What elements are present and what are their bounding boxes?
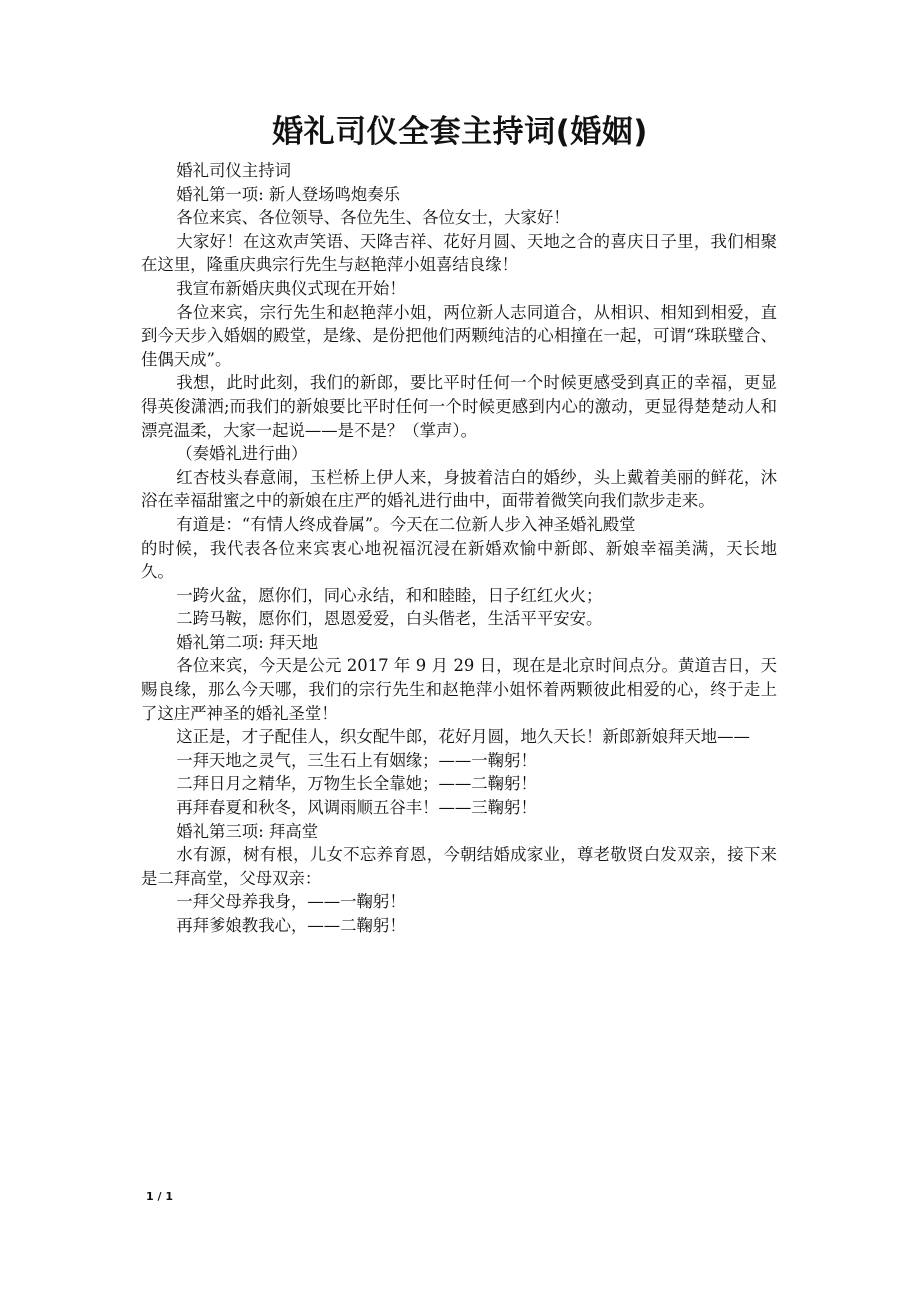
paragraph: （奏婚礼进行曲） <box>176 444 308 464</box>
paragraph: 我宣布新婚庆典仪式现在开始！ <box>176 278 406 298</box>
paragraph: 各位来宾，宗行先生和赵艳萍小姐，两位新人志同道合，从相识、相知到相爱，直到今天步入婚姻的殿堂，是缘、是份把他们两颗纯洁的心相撞在一起，可谓“珠联璧合、佳偶天成”。 <box>141 302 777 369</box>
document-body <box>141 159 777 938</box>
paragraph: 一跨火盆，愿你们，同心永结，和和睦睦，日子红红火火； <box>176 585 603 605</box>
paragraph: 水有源，树有根，儿女不忘养育恩，今朝结婚成家业，尊老敬贤白发双亲，接下来是二拜高堂，父母双亲： <box>141 845 777 888</box>
paragraph: 我想，此时此刻，我们的新郎，要比平时任何一个时候更感受到真正的幸福，更显得英俊潇洒;而我们的新娘要比平时任何一个时候更感到内心的激动，更显得楚楚动人和漂亮温柔，大家一起说——是不是？（掌声）。 <box>141 373 777 440</box>
paragraph: 各位来宾、各位领导、各位先生、各位女士，大家好！ <box>176 208 570 228</box>
paragraph: 的时候，我代表各位来宾衷心地祝福沉浸在新婚欢愉中新郎、新娘幸福美满，天长地久。 <box>141 538 777 582</box>
paragraph: 婚礼司仪主持词 <box>176 161 291 180</box>
paragraph: 红杏枝头春意闹，玉栏桥上伊人来，身披着洁白的婚纱，头上戴着美丽的鲜花，沐浴在幸福甜蜜之中的新娘在庄严的婚礼进行曲中，面带着微笑向我们款步走来。 <box>141 467 777 511</box>
paragraph: 二跨马鞍，愿你们，恩恩爱爱，白头偕老，生活平平安安。 <box>176 609 603 629</box>
paragraph: 各位来宾，今天是公元 2017 年 9 月 29 日，现在是北京时间点分。黄道吉日，天赐良缘，那么今天哪，我们的宗行先生和赵艳萍小姐怀着两颗彼此相爱的心，终于走上了这庄严神圣的婚礼圣堂！ <box>141 656 777 723</box>
paragraph: 有道是：“有情人终成眷属”。今天在二位新人步入神圣婚礼殿堂 <box>176 514 636 534</box>
page-number: 1 / 1 <box>146 1190 173 1203</box>
document-title: 婚礼司仪全套主持词(婚姻) <box>272 114 648 150</box>
section-heading: 婚礼第三项: 拜高堂 <box>176 821 319 841</box>
paragraph: 一拜父母养我身，——一鞠躬！ <box>176 892 406 912</box>
section-heading: 婚礼第一项: 新人登场鸣炮奏乐 <box>176 184 401 204</box>
paragraph: 再拜爹娘教我心，——二鞠躬！ <box>176 916 406 935</box>
paragraph: 这正是，才子配佳人，织女配牛郎，花好月圆，地久天长！新郎新娘拜天地—— <box>176 727 750 747</box>
paragraph: 再拜春夏和秋冬，风调雨顺五谷丰！——三鞠躬！ <box>176 798 537 818</box>
section-heading: 婚礼第二项: 拜天地 <box>176 632 319 652</box>
paragraph: 大家好！在这欢声笑语、天降吉祥、花好月圆、天地之合的喜庆日子里，我们相聚在这里，隆重庆典宗行先生与赵艳萍小姐喜结良缘！ <box>141 231 777 275</box>
paragraph: 二拜日月之精华，万物生长全靠她；——二鞠躬！ <box>176 774 537 794</box>
paragraph: 一拜天地之灵气，三生石上有姻缘；——一鞠躬！ <box>176 750 537 770</box>
